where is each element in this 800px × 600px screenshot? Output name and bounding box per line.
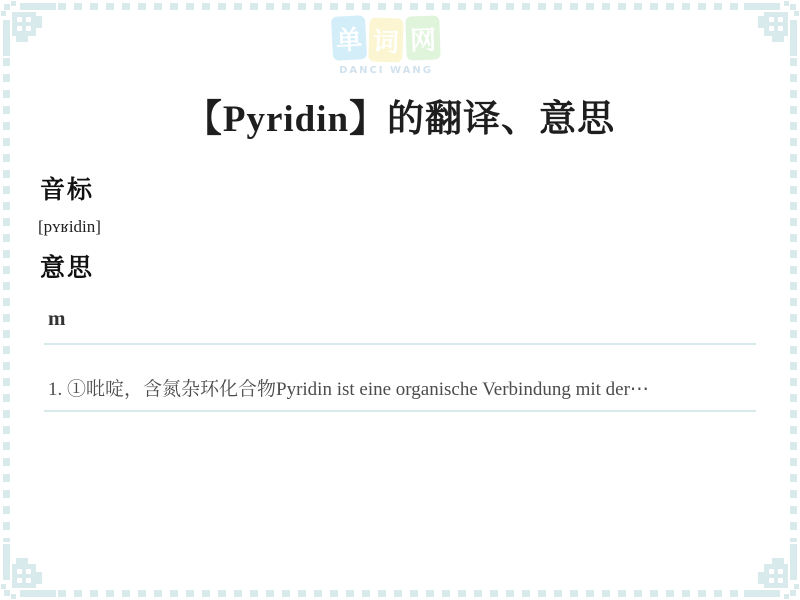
- divider: [44, 410, 756, 412]
- meaning-section-label: 意思: [40, 255, 95, 282]
- phonetic-value: [pʏʁidin]: [38, 217, 101, 236]
- phonetic-section-label: 音标: [40, 177, 95, 204]
- page-title: 【Pyridin】的翻译、意思: [184, 99, 616, 140]
- divider: [44, 343, 756, 345]
- logo-caption: DANCI WANG: [339, 65, 433, 76]
- corner-ornament-icon: [0, 0, 56, 56]
- logo-tile-ci-icon: 词: [368, 17, 404, 62]
- corner-ornament-icon: [744, 544, 800, 600]
- definition-item[interactable]: 1. ①吡啶，含氮杂环化合物Pyridin ist eine organische Verbindung mit der⋯: [48, 379, 649, 400]
- page-border-top: [58, 3, 742, 10]
- logo-tile-dan-icon: 单: [331, 15, 367, 61]
- corner-ornament-icon: [0, 544, 56, 600]
- site-logo: [326, 16, 446, 76]
- logo-tile-wang-icon: 网: [405, 15, 441, 60]
- gender-label: m: [48, 306, 66, 330]
- page-border-bottom: [58, 590, 742, 597]
- logo-tiles: [332, 16, 440, 60]
- corner-ornament-icon: [744, 0, 800, 56]
